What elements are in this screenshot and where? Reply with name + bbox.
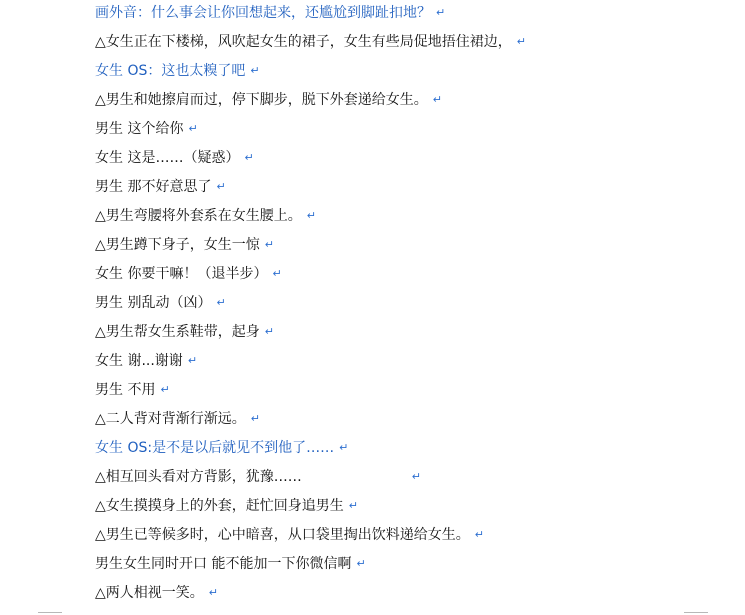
dialogue-line[interactable] — [95, 350, 197, 372]
paragraph-mark-icon: ↵ — [339, 441, 349, 454]
dialogue-line[interactable] — [95, 147, 254, 169]
dialogue-line[interactable] — [95, 292, 226, 314]
dialogue-line[interactable] — [95, 176, 226, 198]
line-text: △女生正在下楼梯，风吹起女生的裙子，女生有些局促地捂住裙边， — [95, 34, 512, 50]
paragraph-mark-icon: ↵ — [216, 180, 226, 193]
paragraph-mark-icon: ↵ — [264, 238, 274, 251]
stage-direction-line[interactable] — [95, 234, 274, 256]
line-text: 男生 别乱动（凶） — [95, 295, 212, 311]
line-text: △男生已等候多时，心中暗喜，从口袋里掏出饮料递给女生。 — [95, 527, 470, 543]
paragraph-mark-icon: ↵ — [436, 6, 446, 19]
stage-direction-line[interactable] — [95, 408, 260, 430]
paragraph-mark-icon: ↵ — [160, 383, 170, 396]
line-text: △相互回头看对方背影，犹豫…… — [95, 469, 302, 485]
inner-monologue-line[interactable] — [95, 60, 260, 82]
paragraph-mark-icon: ↵ — [411, 470, 421, 483]
line-text: △男生弯腰将外套系在女生腰上。 — [95, 208, 302, 224]
line-text: 男生 不用 — [95, 382, 156, 398]
paragraph-mark-icon: ↵ — [356, 557, 366, 570]
paragraph-mark-icon: ↵ — [216, 296, 226, 309]
paragraph-mark-icon: ↵ — [474, 528, 484, 541]
line-text: 男生 那不好意思了 — [95, 179, 212, 195]
page-corner-mark-left — [38, 612, 62, 613]
line-text: 男生女生同时开口 能不能加一下你微信啊 — [95, 556, 352, 572]
paragraph-mark-icon: ↵ — [516, 35, 526, 48]
stage-direction-line[interactable] — [95, 31, 526, 53]
paragraph-mark-icon: ↵ — [306, 209, 316, 222]
dialogue-line[interactable] — [95, 553, 366, 575]
line-text: △二人背对背渐行渐远。 — [95, 411, 246, 427]
paragraph-mark-icon: ↵ — [208, 586, 218, 599]
paragraph-mark-icon: ↵ — [272, 267, 282, 280]
line-text: 男生 这个给你 — [95, 121, 184, 137]
line-text: 女生 这是……（疑惑） — [95, 150, 240, 166]
inner-monologue-line[interactable] — [95, 437, 348, 459]
dialogue-line[interactable] — [95, 263, 282, 285]
page-corner-mark-right — [684, 612, 708, 613]
line-text: △男生帮女生系鞋带，起身 — [95, 324, 260, 340]
line-text: 画外音：什么事会让你回想起来，还尴尬到脚趾扣地？ — [95, 5, 431, 21]
paragraph-mark-icon: ↵ — [250, 412, 260, 425]
line-text: △两人相视一笑。 — [95, 585, 204, 601]
paragraph-mark-icon: ↵ — [264, 325, 274, 338]
stage-direction-line[interactable] — [95, 495, 358, 517]
line-text: △男生和她擦肩而过，停下脚步，脱下外套递给女生。 — [95, 92, 428, 108]
line-text: 女生 你要干嘛！（退半步） — [95, 266, 268, 282]
stage-direction-line[interactable] — [95, 205, 316, 227]
paragraph-mark-icon: ↵ — [188, 122, 198, 135]
stage-direction-line[interactable] — [95, 89, 442, 111]
line-text: 女生 OS：这也太糗了吧 — [95, 63, 246, 79]
line-text: 女生 谢...谢谢 — [95, 353, 183, 369]
voiceover-line[interactable] — [95, 2, 445, 24]
line-text: △女生摸摸身上的外套，赶忙回身追男生 — [95, 498, 344, 514]
line-text: △男生蹲下身子，女生一惊 — [95, 237, 260, 253]
stage-direction-line[interactable] — [95, 466, 421, 488]
paragraph-mark-icon: ↵ — [187, 354, 198, 367]
dialogue-line[interactable] — [95, 379, 170, 401]
paragraph-mark-icon: ↵ — [250, 64, 260, 77]
stage-direction-line[interactable] — [95, 524, 484, 546]
stage-direction-line[interactable] — [95, 582, 218, 604]
paragraph-mark-icon: ↵ — [348, 499, 358, 512]
stage-direction-line[interactable] — [95, 321, 274, 343]
dialogue-line[interactable] — [95, 118, 198, 140]
paragraph-mark-icon: ↵ — [244, 151, 254, 164]
line-text: 女生 OS:是不是以后就见不到他了…… — [95, 440, 335, 456]
paragraph-mark-icon: ↵ — [432, 93, 442, 106]
